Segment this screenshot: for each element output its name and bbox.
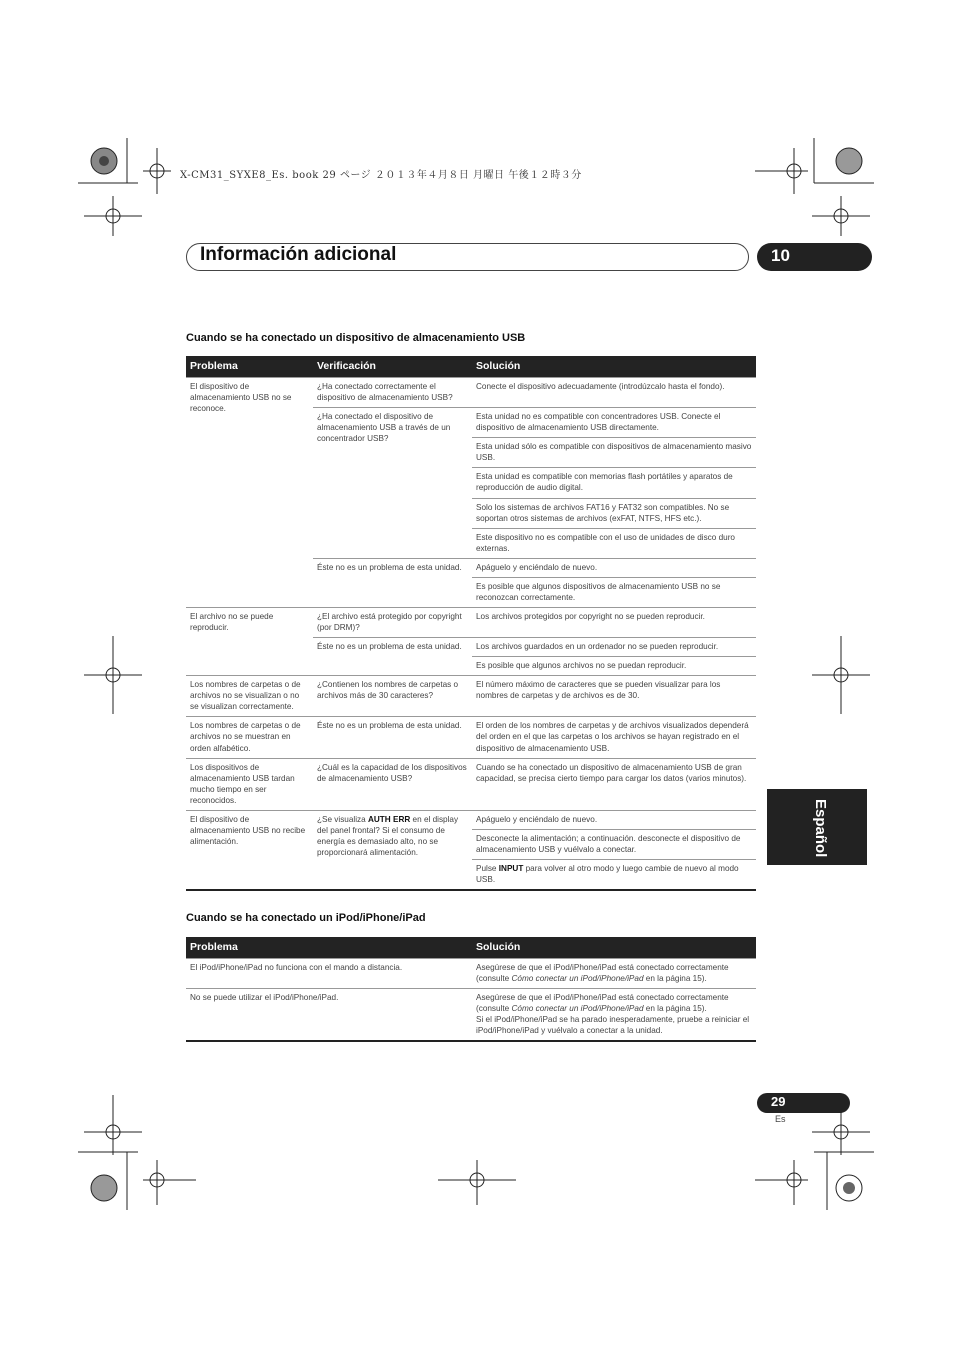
table-header-row xyxy=(186,356,756,378)
problem-cell: Los dispositivos de almacenamiento USB tardan mucho tiempo en ser reconocidos. xyxy=(186,758,313,810)
col-problem: Problema xyxy=(186,937,472,959)
ipod-troubleshooting-table xyxy=(186,937,756,1042)
reference-link-text: Cómo conectar un iPod/iPhone/iPad xyxy=(511,974,644,984)
chapter-number: 10 xyxy=(771,246,790,265)
check-cell: ¿Ha conectado correctamente el dispositivo de almacenamiento USB? xyxy=(313,378,472,408)
solution-text: Asegúrese de que el iPod/iPhone/iPad está conectado correctamente (consulte xyxy=(476,963,729,984)
solution-cell: Es posible que algunos archivos no se puedan reproducir. xyxy=(472,657,756,676)
problem-cell: El dispositivo de almacenamiento USB no se reconoce. xyxy=(186,378,313,608)
check-cell: ¿Ha conectado el dispositivo de almacenamiento USB a través de un concentrador USB? xyxy=(313,408,472,559)
usb-troubleshooting-table xyxy=(186,356,756,891)
solution-cell: Esta unidad sólo es compatible con dispositivos de almacenamiento masivo USB. xyxy=(472,438,756,468)
col-check: Verificación xyxy=(313,356,472,378)
input-button-label: INPUT xyxy=(498,864,524,873)
solution-cell: Solo los sistemas de archivos FAT16 y FAT32 son compatibles. No se soportan otros sistemas de archivos (exFAT, NTFS, HFS etc.). xyxy=(472,498,756,528)
solution-text: Pulse xyxy=(476,864,499,873)
solution-cell: El orden de los nombres de carpetas y de archivos visualizados dependerá del orden en el que las carpetas o los archivos se hayan registrado en el dispositivo de almacenamiento USB. xyxy=(472,717,756,758)
check-cell: Éste no es un problema de esta unidad. xyxy=(313,717,472,758)
table-row xyxy=(186,676,756,717)
problem-cell: Los nombres de carpetas o de archivos no se muestran en orden alfabético. xyxy=(186,717,313,758)
language-side-tab xyxy=(767,789,867,865)
solution-cell: Los archivos guardados en un ordenador no se pueden reproducir. xyxy=(472,638,756,657)
page-number: 29 xyxy=(771,1094,786,1109)
col-solution: Solución xyxy=(472,937,756,959)
problem-cell: El archivo no se puede reproducir. xyxy=(186,607,313,675)
table-row xyxy=(186,758,756,810)
table-row xyxy=(186,378,756,408)
solution-text: en la página 15). xyxy=(643,974,707,984)
solution-text: en la página 15). xyxy=(643,1004,707,1014)
solution-cell: Los archivos protegidos por copyright no se pueden reproducir. xyxy=(472,607,756,637)
solution-cell xyxy=(472,989,756,1042)
solution-cell: Esta unidad es compatible con memorias flash portátiles y aparatos de reproducción de audio digital. xyxy=(472,468,756,498)
col-problem: Problema xyxy=(186,356,313,378)
check-cell: ¿Cuál es la capacidad de los dispositivos de almacenamiento USB? xyxy=(313,758,472,810)
table-row xyxy=(186,810,756,829)
solution-cell: Apáguelo y enciéndalo de nuevo. xyxy=(472,810,756,829)
check-cell: Éste no es un problema de esta unidad. xyxy=(313,558,472,607)
table-row xyxy=(186,717,756,758)
check-cell: ¿El archivo está protegido por copyright (por DRM)? xyxy=(313,607,472,637)
section-heading-usb: Cuando se ha conectado un dispositivo de almacenamiento USB xyxy=(186,332,526,344)
page-title: Información adicional xyxy=(200,244,397,265)
solution-cell: Desconecte la alimentación; a continuación. desconecte el dispositivo de almacenamiento USB y vuélvalo a conectar. xyxy=(472,829,756,859)
chapter-badge xyxy=(757,243,872,271)
table-row xyxy=(186,607,756,637)
solution-cell: Cuando se ha conectado un dispositivo de almacenamiento USB de gran capacidad, se precisa cierto tiempo para cargar los datos (varios minutos). xyxy=(472,758,756,810)
page-language-code: Es xyxy=(775,1114,786,1124)
page-number-badge xyxy=(757,1093,850,1113)
solution-cell: Esta unidad no es compatible con concentradores USB. Conecte el dispositivo de almacenamiento USB directamente. xyxy=(472,408,756,438)
table-row xyxy=(186,959,756,989)
check-cell: Éste no es un problema de esta unidad. xyxy=(313,638,472,676)
reference-link-text: Cómo conectar un iPod/iPhone/iPad xyxy=(511,1004,644,1014)
problem-cell: No se puede utilizar el iPod/iPhone/iPad. xyxy=(186,989,472,1042)
solution-cell xyxy=(472,860,756,891)
file-info-header: X-CM31_SYXE8_Es. book 29 ページ ２０１３年４月８日 月曜日 午後１２時３分 xyxy=(180,170,582,181)
solution-cell: Es posible que algunos dispositivos de almacenamiento USB no se reconozcan correctamente. xyxy=(472,577,756,607)
check-cell: ¿Contienen los nombres de carpetas o archivos más de 30 caracteres? xyxy=(313,676,472,717)
problem-cell: Los nombres de carpetas o de archivos no se visualizan o no se visualizan correctamente. xyxy=(186,676,313,717)
solution-cell: Este dispositivo no es compatible con el uso de unidades de disco duro externas. xyxy=(472,528,756,558)
solution-cell xyxy=(472,959,756,989)
col-solution: Solución xyxy=(472,356,756,378)
solution-cell: El número máximo de caracteres que se pueden visualizar para los nombres de carpetas y de archivos es de 30. xyxy=(472,676,756,717)
problem-cell: El iPod/iPhone/iPad no funciona con el mando a distancia. xyxy=(186,959,472,989)
auth-err-label: AUTH ERR xyxy=(367,814,411,824)
solution-cell: Apáguelo y enciéndalo de nuevo. xyxy=(472,558,756,577)
solution-cell: Conecte el dispositivo adecuadamente (introdúzcalo hasta el fondo). xyxy=(472,378,756,408)
solution-text: Asegúrese de que el iPod/iPhone/iPad está conectado correctamente (consulte xyxy=(476,993,729,1014)
check-text: en el display del panel frontal? Si el consumo de energía es demasiado alto, no se proporcionará alimentación. xyxy=(317,814,459,857)
table-row xyxy=(186,989,756,1042)
section-heading-ipod: Cuando se ha conectado un iPod/iPhone/iPad xyxy=(186,912,426,924)
solution-text: para volver al otro modo y luego cambie de nuevo al modo USB. xyxy=(476,864,739,885)
check-cell xyxy=(313,810,472,890)
table-header-row xyxy=(186,937,756,959)
language-tab-label: Español xyxy=(812,799,829,858)
solution-text: Si el iPod/iPhone/iPad se ha parado inesperadamente, pruebe a reiniciar el iPod/iPhone/iPad y vuélvalo a conectar a la unidad. xyxy=(476,1015,750,1036)
problem-cell: El dispositivo de almacenamiento USB no recibe alimentación. xyxy=(186,810,313,890)
check-text: ¿Se visualiza xyxy=(317,814,368,824)
